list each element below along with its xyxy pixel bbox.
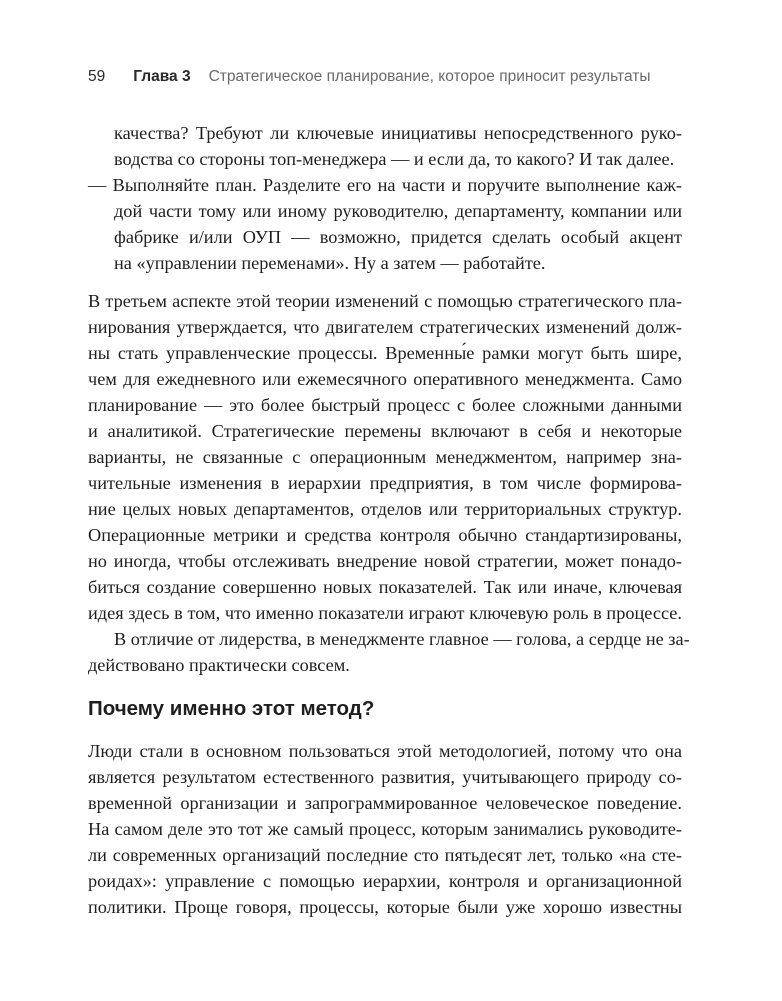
running-header (88, 68, 650, 92)
paragraph-line: ны стать управленческие процессы. Временны́е рамки могут быть шире, (88, 343, 682, 363)
paragraph-line: На самом деле это тот же самый процесс, которым занимались руководите- (88, 819, 682, 839)
chapter-label: Глава 3 (133, 68, 191, 85)
paragraph-line: и аналитикой. Стратегические перемены включают в себя и некоторые (88, 421, 682, 441)
paragraph-line: В отличие от лидерства, в менеджменте главное — голова, а сердце не за- (114, 629, 690, 649)
paragraph-line: биться создание совершенно новых показателей. Так или иначе, ключевая (88, 577, 682, 597)
paragraph-line: варианты, не связанные с операционным менеджментом, например зна- (88, 447, 682, 467)
paragraph-line: идея здесь в том, что именно показатели играют ключевую роль в процессе. (88, 603, 682, 623)
paragraph-line: Люди стали в основном пользоваться этой методологией, потому что она (88, 741, 682, 761)
paragraph-line: роидах»: управление с помощью иерархии, контроля и организационной (88, 871, 682, 891)
paragraph-line: но иногда, чтобы отслеживать внедрение новой стратегии, может понадо- (88, 551, 682, 571)
list-line: водства со стороны топ-менеджера — и если да, то какого? И так далее. (114, 149, 675, 169)
paragraph-line: чительные изменения в иерархии предприятия, в том числе формирова- (88, 473, 682, 493)
paragraph-line: В третьем аспекте этой теории изменений с помощью стратегического пла- (88, 291, 682, 311)
running-title: Стратегическое планирование, которое приносит результаты (208, 68, 651, 85)
page-number: 59 (88, 68, 106, 85)
paragraph-line: временной организации и запрограммированное человеческое поведение. (88, 793, 682, 813)
paragraph-line: нирования утверждается, что двигателем стратегических изменений долж- (88, 317, 682, 337)
paragraph-line: является результатом естественного развития, учитывающего природу со- (88, 767, 682, 787)
list-line: на «управлении переменами». Ну а затем — работайте. (114, 253, 546, 273)
paragraph-line: чем для ежедневного или ежемесячного оперативного менеджмента. Само (88, 369, 682, 389)
paragraph-line: действовано практически совсем. (88, 655, 350, 675)
list-line: фабрике и/или ОУП — возможно, придется сделать особый акцент (114, 227, 682, 247)
paragraph-line: Операционные метрики и средства контроля обычно стандартизированы, (88, 525, 682, 545)
paragraph-line: ли современных организаций последние сто пятьдесят лет, только «на сте- (88, 845, 682, 865)
paragraph-line: ние целых новых департаментов, отделов или территориальных структур. (88, 499, 682, 519)
paragraph-line: политики. Проще говоря, процессы, которые были уже хорошо известны (88, 897, 682, 917)
list-item-line: — Выполняйте план. Разделите его на части и поручите выполнение каж- (88, 175, 682, 195)
section-heading: Почему именно этот метод? (88, 697, 375, 720)
list-line: дой части тому или иному руководителю, департаменту, компании или (114, 201, 682, 221)
paragraph-line: планирование — это более быстрый процесс с более сложными данными (88, 395, 682, 415)
list-line: качества? Требуют ли ключевые инициативы непосредственного руко- (114, 123, 682, 143)
